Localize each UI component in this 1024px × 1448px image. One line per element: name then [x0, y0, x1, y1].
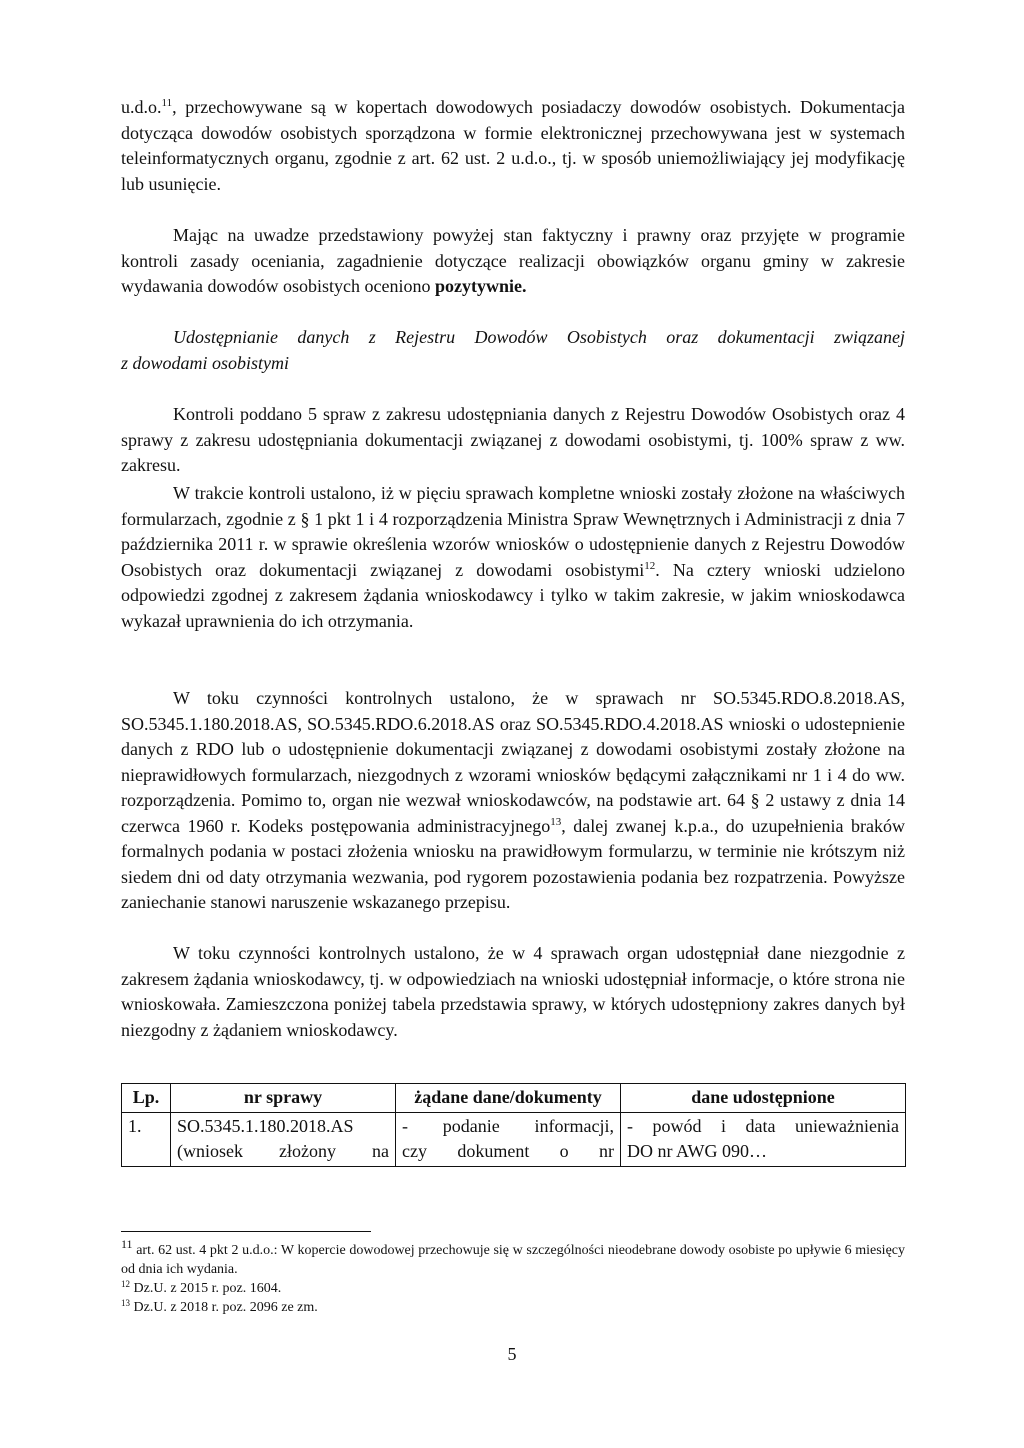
- section-heading: Udostępnianie danych z Rejestru Dowodów Osobistych oraz dokumentacji związanej z dowodami osobistymi: [121, 327, 905, 373]
- header-requested-data: żądane dane/dokumenty: [396, 1084, 621, 1113]
- page-number: 5: [507, 1344, 517, 1364]
- table-header-row: [122, 1084, 906, 1113]
- header-case-number: nr sprawy: [171, 1084, 396, 1113]
- assessment-result: pozytywnie.: [434, 276, 527, 296]
- cell-lp: 1.: [122, 1112, 171, 1166]
- cell-case-number: SO.5345.1.180.2018.AS (wniosek złożony na: [171, 1112, 396, 1166]
- paragraph-scope: Kontroli poddano 5 spraw z zakresu udostępniania danych z Rejestru Dowodów Osobistych oraz 4 sprawy z zakresu udostępniania dokumentacji związanej z dowodami osobistymi, tj. 100% spraw z ww. zakresu.: [121, 404, 905, 475]
- paragraph-storage: u.d.o.$^{11}$, przechowywane są w kopertach dowodowych posiadaczy dowodów osobistych. Dokumentacja dotycząca dowodów osobistych sporządzona w formie elektronicznej przechowywana jest w systemach teleinformatycznych organu, zgodnie z art. 62 ust. 2 u.d.o., tj. w sposób uniemożliwiający jej modyfikację lub usunięcie.: [121, 97, 905, 194]
- footnote-11: $^{11}$ art. 62 ust. 4 pkt 2 u.d.o.: W kopercie dowodowej przechowuje się w szczególności nieodebrane dowody osobiste po upływie 6 miesięcy od dnia ich wydania.: [121, 1237, 905, 1277]
- table-row: [122, 1112, 906, 1166]
- footnote-ref-13: 13: [550, 815, 562, 828]
- cell-shared-data: - powód i data unieważnienia DO nr AWG 090…: [621, 1112, 906, 1166]
- footnotes: [121, 1237, 905, 1317]
- footnote-12: $^{12}$ Dz.U. z 2015 r. poz. 1604.: [121, 1279, 282, 1296]
- paragraph-violations: W toku czynności kontrolnych ustalono, że w sprawach nr SO.5345.RDO.8.2018.AS, SO.5345.1.180.2018.AS, SO.5345.RDO.6.2018.AS oraz SO.5345.RDO.4.2018.AS wnioski o udostepnienie danych z RDO lub o udostępnienie dokumentacji związanej z dowodami osobistymi zostały złożone na nieprawidłowych formularzach, niezgodnych z wzorami wniosków będącymi załącznikami nr 1 i 4 do ww. rozporządzenia. Pomimo to, organ nie wezwał wnioskodawców, na podstawie art. 64 § 2 ustawy z dnia 14 czerwca 1960 r. Kodeks postępowania administracyjnego$^{13}$, dalej zwanej k.p.a., do uzupełnienia braków formalnych podania w postaci złożenia wniosku na prawidłowym formularzu, w terminie nie krótszym niż siedem dni od daty otrzymania wezwania, pod rygorem pozostawienia podania bez rozpatrzenia. Powyższe zaniechanie stanowi naruszenie wskazanego przepisu.: [121, 688, 905, 912]
- header-lp: Lp.: [122, 1084, 171, 1113]
- footnote-separator: [121, 1231, 371, 1232]
- footnote-13: $^{13}$ Dz.U. z 2018 r. poz. 2096 ze zm.: [121, 1298, 318, 1315]
- header-shared-data: dane udostępnione: [621, 1084, 906, 1113]
- cell-requested-data: - podanie informacji, czy dokument o nr: [396, 1112, 621, 1166]
- paragraph-assessment: Mając na uwadze przedstawiony powyżej stan faktyczny i prawny oraz przyjęte w programie kontroli zasady oceniania, zagadnienie dotyczące realizacji obowiązków organu gminy w zakresie wydawania dowodów osobistych oceniono pozytywnie.: [121, 225, 905, 296]
- paragraph-data-scope: W toku czynności kontrolnych ustalono, że w 4 sprawach organ udostępniał dane niezgodnie z zakresem żądania wnioskodawcy, tj. w odpowiedziach na wnioski udostępniał informacje, o które strona nie wnioskowała. Zamieszczona poniżej tabela przedstawia sprawy, w których udostępniony zakres danych był niezgodny z żądaniem wnioskodawcy.: [121, 943, 905, 1040]
- cases-table: [121, 1083, 906, 1167]
- footnote-ref-12: 12: [644, 559, 656, 572]
- paragraph-findings: W trakcie kontroli ustalono, iż w pięciu sprawach kompletne wnioski zostały złożone na właściwych formularzach, zgodnie z § 1 pkt 1 i 4 rozporządzenia Ministra Spraw Wewnętrznych i Administracji z dnia 7 października 2011 r. w sprawie określenia wzorów wniosków o udostępnienie danych z Rejestru Dowodów Osobistych oraz dokumentacji związanej z dowodami osobistymi$^{12}$. Na cztery wnioski udzielono odpowiedzi zgodnej z zakresem żądania wnioskodawcy i tylko w takim zakresie, w jakim wnioskodawca wykazał uprawnienia do ich otrzymania.: [121, 483, 906, 631]
- footnote-ref-11: 11: [161, 97, 173, 109]
